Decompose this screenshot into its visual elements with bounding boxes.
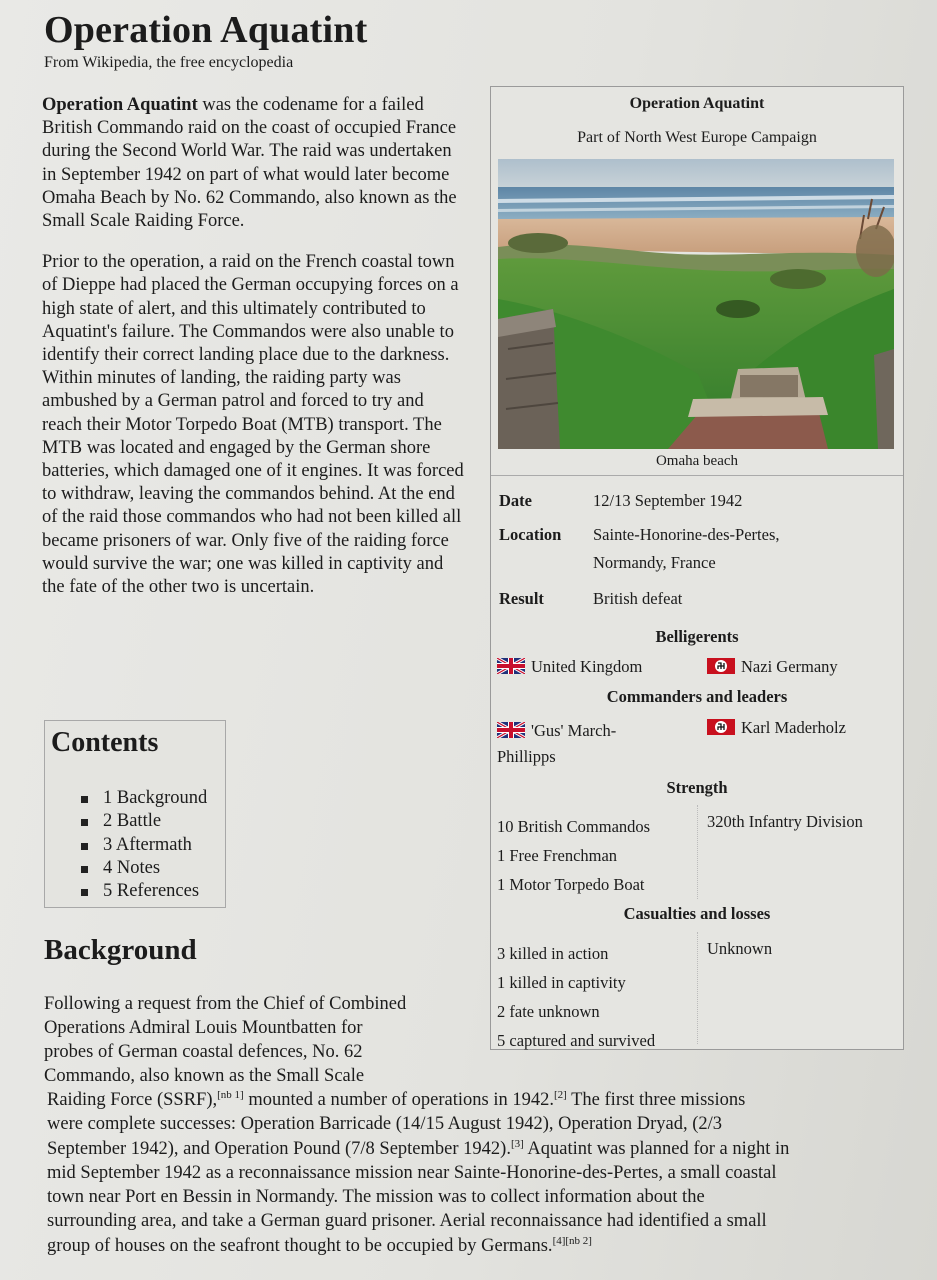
toc-item-label: 4 Notes [103, 857, 161, 878]
beach-photo-illustration [498, 159, 894, 449]
toc-item-label: 1 Background [103, 788, 208, 808]
belligerent-germany [707, 657, 838, 677]
strength-uk-3: 1 Motor Torpedo Boat [497, 875, 645, 894]
footnote-link-nb1[interactable]: [nb 1] [217, 1088, 244, 1101]
page-subtitle: From Wikipedia, the free encyclopedia [44, 54, 294, 71]
background-paragraph-start [44, 992, 474, 1088]
infobox-image-caption: Omaha beach [655, 453, 739, 469]
casualties-uk-2: 1 killed in captivity [497, 973, 626, 992]
lead-paragraph-1-text: was the codename for a failed British Commando raid on the coast of occupied France during the Second World War. The raid was undertaken in September 1942 on part of what would later become Omaha Beach by No. 62 Commando, also known as the Small Scale Raiding Force. [42, 95, 457, 232]
table-of-contents [44, 720, 226, 908]
result-text: British defeat [593, 589, 683, 608]
belligerent-uk [497, 657, 642, 677]
background-line [47, 1088, 917, 1112]
background-line: probes of German coastal defences, No. 62 [44, 1042, 363, 1062]
casualties-heading: Casualties and losses [623, 904, 771, 923]
casualties-uk [497, 939, 655, 1055]
uk-flag-icon [497, 722, 525, 738]
toc-item-label: 5 References [103, 881, 200, 902]
toc-item-battle[interactable] [81, 810, 207, 833]
infobox [490, 86, 904, 1050]
background-line: were complete successes: Operation Barricade (14/15 August 1942), Operation Dryad, (2/3 [47, 1114, 723, 1135]
bullet-icon [81, 843, 88, 850]
background-paragraph-continued [47, 1088, 917, 1258]
location-line-2[interactable]: Normandy, France [593, 553, 716, 572]
toc-item-aftermath[interactable] [81, 834, 207, 857]
german-flag-icon [707, 658, 735, 674]
toc-list [81, 787, 207, 903]
text-run: mounted a number of operations in 1942. [243, 1090, 555, 1110]
bullet-icon [81, 866, 88, 873]
date-text: 12/13 September 1942 [593, 491, 743, 510]
strength-uk-1: 10 British Commandos [497, 817, 651, 836]
commander-germany-text: Karl Maderholz [741, 718, 846, 737]
footnote-link-4[interactable]: [4] [552, 1234, 566, 1247]
toc-title: Contents [51, 727, 159, 758]
omaha-beach-photo[interactable] [498, 159, 894, 449]
date-value [593, 487, 742, 515]
footnote-link-nb2[interactable]: [nb 2] [565, 1234, 592, 1247]
text-run: Raiding Force (SSRF), [47, 1090, 218, 1110]
strength-uk [497, 812, 650, 899]
column-separator [697, 805, 698, 899]
footnote-link-2[interactable]: [2] [554, 1088, 567, 1101]
casualties-uk-3: 2 fate unknown [497, 1002, 600, 1021]
location-line-1[interactable]: Sainte-Honorine-des-Pertes, [593, 525, 780, 544]
strength-heading: Strength [666, 778, 728, 797]
background-line: Operations Admiral Louis Mountbatten for [44, 1018, 363, 1038]
text-run: Aquatint was planned for a night in [523, 1138, 790, 1159]
background-line: Commando, also known as the Small Scale [44, 1066, 365, 1086]
strength-uk-2: 1 Free Frenchman [497, 846, 618, 865]
location-value [593, 521, 780, 577]
location-label: Location [499, 525, 562, 544]
result-label: Result [499, 589, 544, 608]
uk-flag-icon [497, 658, 525, 674]
casualties-uk-4: 5 captured and survived [497, 1031, 656, 1050]
belligerent-germany-link[interactable]: Nazi Germany [741, 657, 838, 676]
belligerent-uk-link[interactable]: United Kingdom [531, 657, 643, 676]
commander-germany [707, 718, 846, 738]
commander-uk-line-2[interactable]: Phillipps [497, 747, 556, 766]
background-line: mid September 1942 as a reconnaissance mission near Sainte-Honorine-des-Pertes, a small coastal [47, 1162, 777, 1183]
toc-item-background[interactable] [81, 787, 207, 810]
toc-item-references[interactable] [81, 880, 207, 903]
page-title: Operation Aquatint [44, 9, 368, 51]
column-separator [697, 932, 698, 1044]
text-run: group of houses on the seafront thought to be occupied by Germans. [47, 1235, 553, 1256]
infobox-divider [491, 475, 903, 476]
date-label: Date [499, 491, 532, 510]
strength-germany[interactable]: 320th Infantry Division [707, 812, 863, 831]
commanders-heading: Commanders and leaders [606, 687, 788, 706]
belligerents-heading: Belligerents [655, 627, 739, 646]
toc-item-label: 2 Battle [103, 811, 162, 832]
bullet-icon [81, 819, 88, 826]
toc-item-label: 3 Aftermath [103, 834, 192, 855]
commander-uk-line-1[interactable]: 'Gus' March- [531, 721, 617, 740]
lead-bold-title: Operation Aquatint [42, 95, 198, 115]
casualties-uk-1: 3 killed in action [497, 944, 609, 963]
bullet-icon [81, 889, 88, 896]
background-line: surrounding area, and take a German guard prisoner. Aerial reconnaissance had identified a small [47, 1211, 767, 1232]
casualties-germany: Unknown [707, 939, 773, 958]
lead-paragraph-1 [42, 94, 467, 233]
lead-section [42, 94, 467, 617]
commander-uk [497, 718, 616, 770]
background-line [47, 1137, 917, 1161]
footnote-link-3[interactable]: [3] [510, 1137, 524, 1150]
bullet-icon [81, 796, 88, 803]
toc-item-notes[interactable] [81, 857, 207, 880]
result-value [593, 585, 682, 613]
german-flag-icon [707, 719, 735, 735]
text-run: The first three missions [566, 1090, 746, 1110]
infobox-title: Operation Aquatint [629, 95, 765, 112]
infobox-campaign-link[interactable]: Part of North West Europe Campaign [577, 129, 817, 146]
text-run: September 1942), and Operation Pound (7/8 September 1942). [47, 1138, 511, 1159]
background-line [47, 1234, 917, 1258]
background-line: Following a request from the Chief of Combined [44, 994, 407, 1014]
lead-paragraph-2: Prior to the operation, a raid on the French coastal town of Dieppe had placed the German occupying forces on a high state of alert, and this ultimately contributed to Aquatint's failure. The Commandos were also unable to identify their correct landing place due to the darkness. Within minutes of landing, the raiding party was ambushed by a German patrol and forced to try and reach their Motor Torpedo Boat (MTB) transport. The MTB was located and engaged by the German shore batteries, which damaged one of it engines. It was forced to withdraw, leaving the commandos behind. At the end of the raid those commandos who had not been killed all became prisoners of war. Only five of the raiding force would survive the war; one was killed in captivity and the fate of the other two is uncertain. [42, 252, 464, 598]
background-line: town near Port en Bessin in Normandy. The mission was to collect information about the [47, 1187, 705, 1208]
background-heading: Background [44, 934, 197, 966]
